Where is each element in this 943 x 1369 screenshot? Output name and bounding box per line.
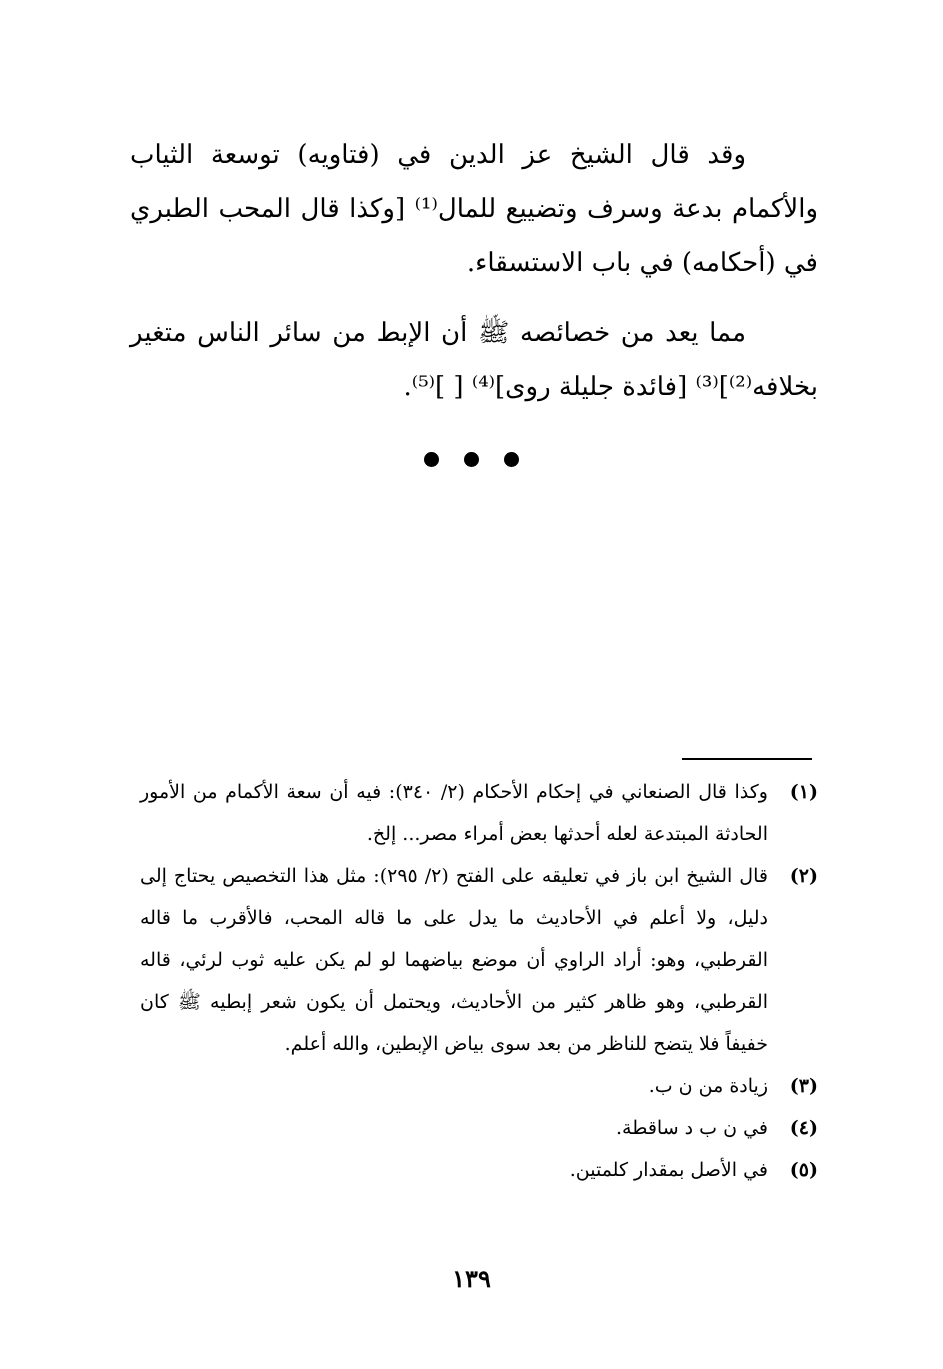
footnote-text: في ن ب د ساقطة.	[616, 1117, 768, 1139]
paragraph-1: وقد قال الشيخ عز الدين في (فتاويه) توسعة الثياب والأكمام بدعة وسرف وتضييع للمال⁽¹⁾ [وكذا قال المحب الطبري في (أحكامه) في باب الاستسقاء.	[130, 140, 818, 278]
footnote-1	[140, 771, 818, 855]
footnotes	[140, 771, 818, 1191]
footnote-number: (٤)	[789, 1117, 818, 1139]
main-text	[130, 128, 818, 414]
footnote-number: (٥)	[789, 1159, 818, 1181]
footnote-5	[140, 1149, 818, 1191]
footnote-number: (٣)	[789, 1075, 818, 1097]
separator-dot-icon	[464, 452, 479, 467]
footnote-text: زيادة من ن ب.	[648, 1075, 768, 1097]
paragraph-2: مما يعد من خصائصه ﷺ أن الإبط من سائر الناس متغير بخلافه⁽²⁾]⁽³⁾ [فائدة جليلة روى]⁽⁴⁾ [ ]⁽⁵⁾.	[130, 318, 818, 402]
footnote-4	[140, 1107, 818, 1149]
footnote-3	[140, 1065, 818, 1107]
footnote-number: (١)	[789, 781, 818, 803]
footnote-2	[140, 855, 818, 1065]
separator-dot-icon	[504, 452, 519, 467]
page-number: ١٣٩	[452, 1264, 491, 1293]
footnote-text: وكذا قال الصنعاني في إحكام الأحكام (٢/ ٣٤٠): فيه أن سعة الأكمام من الأمور الحادثة المبتدعة لعله أحدثها بعض أمراء مصر... إلخ.	[140, 781, 768, 845]
footnote-text: قال الشيخ ابن باز في تعليقه على الفتح (٢/ ٢٩٥): مثل هذا التخصيص يحتاج إلى دليل، ولا أعلم في الأحاديث ما يدل على ما قاله المحب، فالأقرب ما قاله القرطبي، وهو: أراد الراوي أن موضع بياضهما لو لم يكن عليه ثوب لرئي، قاله القرطبي، وهو ظاهر كثير من الأحاديث، ويحتمل أن يكون شعر إبطيه ﷺ كان خفيفاً فلا يتضح للناظر من بعد سوى بياض الإبطين، والله أعلم.	[140, 865, 768, 1055]
footnote-rule	[682, 758, 812, 760]
footnote-number: (٢)	[789, 865, 818, 887]
separator-dot-icon	[424, 452, 439, 467]
footnote-text: في الأصل بمقدار كلمتين.	[569, 1159, 768, 1181]
section-separator	[0, 452, 943, 471]
